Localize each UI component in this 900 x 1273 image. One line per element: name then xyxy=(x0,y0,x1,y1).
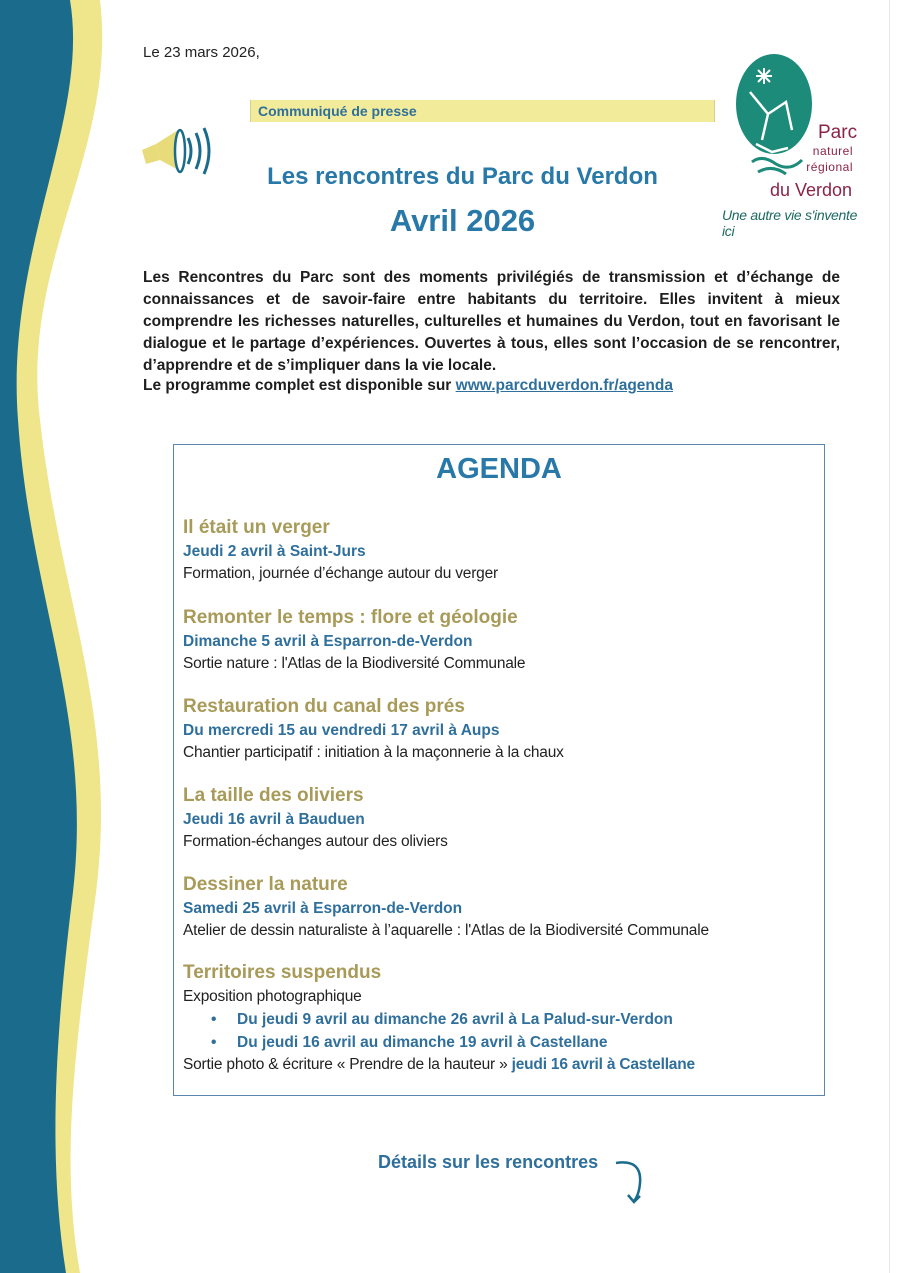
press-label: Communiqué de presse xyxy=(258,103,417,119)
event-bullet xyxy=(183,1008,813,1031)
page-title: Les rencontres du Parc du Verdon xyxy=(267,163,658,190)
decorative-wave-band xyxy=(0,0,120,1273)
agenda-event xyxy=(183,783,813,853)
logo-text-du-verdon: du Verdon xyxy=(770,180,853,200)
agenda-heading: AGENDA xyxy=(436,453,562,485)
bullet-text: Du jeudi 9 avril au dimanche 26 avril à La Palud-sur-Verdon xyxy=(237,1011,673,1028)
logo-text-regional: régional xyxy=(806,160,853,174)
program-line xyxy=(143,377,673,395)
event-date: Jeudi 16 avril à Bauduen xyxy=(183,811,365,828)
agenda-event-exhibition xyxy=(183,960,813,1076)
bullet-icon: • xyxy=(211,1011,217,1028)
agenda-event xyxy=(183,694,813,764)
bullet-text: Du jeudi 16 avril au dimanche 19 avril à Castellane xyxy=(237,1034,608,1051)
program-prefix: Le programme complet est disponible sur xyxy=(143,377,456,394)
event-date: Dimanche 5 avril à Esparron-de-Verdon xyxy=(183,633,473,650)
details-link[interactable]: Détails sur les rencontres xyxy=(378,1152,599,1172)
agenda-event xyxy=(183,872,813,942)
curved-arrow-icon xyxy=(612,1155,652,1207)
event-extra-prefix: Sortie photo & écriture « Prendre de la hauteur » xyxy=(183,1056,512,1073)
event-title: Restauration du canal des prés xyxy=(183,696,465,717)
event-subtitle: Exposition photographique xyxy=(183,988,362,1005)
event-description: Sortie nature : l'Atlas de la Biodiversité Communale xyxy=(183,655,526,672)
logo-text-parc: Parc xyxy=(818,122,858,143)
logo-text-naturel: naturel xyxy=(812,144,853,158)
agenda-event xyxy=(183,515,813,585)
document-date: Le 23 mars 2026, xyxy=(143,44,260,61)
intro-paragraph: Les Rencontres du Parc sont des moments privilégiés de transmission et d’échange de connaissances et de savoir-faire entre habitants du territoire. Elles invitent à mieux comprendre les richesses naturelles, culturelles et humaines du Verdon, tout en favorisant le dialogue et le partage d’expériences. Ouvertes à tous, elles sont l’occasion de se rencontrer, d’apprendre et de s’impliquer dans la vie locale. xyxy=(143,269,840,374)
logo-tagline: Une autre vie s'invente ici xyxy=(722,207,858,239)
event-extra xyxy=(183,1054,813,1076)
event-bullet xyxy=(183,1031,813,1054)
press-label-bar xyxy=(250,100,715,122)
megaphone-icon xyxy=(138,120,220,182)
bullet-icon: • xyxy=(211,1034,217,1051)
agenda-event xyxy=(183,605,813,675)
event-date: Samedi 25 avril à Esparron-de-Verdon xyxy=(183,900,463,917)
event-date: Du mercredi 15 au vendredi 17 avril à Aups xyxy=(183,722,500,739)
agenda-box xyxy=(173,444,825,1096)
event-description: Formation, journée d’échange autour du verger xyxy=(183,565,498,582)
event-title: La taille des oliviers xyxy=(183,785,364,806)
event-date: Jeudi 2 avril à Saint-Jurs xyxy=(183,543,366,560)
page-subtitle-month: Avril 2026 xyxy=(389,203,536,238)
event-title: Il était un verger xyxy=(183,517,330,538)
event-description: Atelier de dessin naturaliste à l’aquarelle : l'Atlas de la Biodiversité Communale xyxy=(183,922,709,939)
event-description: Chantier participatif : initiation à la maçonnerie à la chaux xyxy=(183,744,564,761)
event-title: Remonter le temps : flore et géologie xyxy=(183,607,518,628)
page-edge-line xyxy=(889,0,890,1273)
event-title: Territoires suspendus xyxy=(183,962,382,983)
event-extra-date: jeudi 16 avril à Castellane xyxy=(511,1056,695,1073)
event-description: Formation-échanges autour des oliviers xyxy=(183,833,448,850)
event-title: Dessiner la nature xyxy=(183,874,348,895)
agenda-link[interactable]: www.parcduverdon.fr/agenda xyxy=(455,377,673,394)
